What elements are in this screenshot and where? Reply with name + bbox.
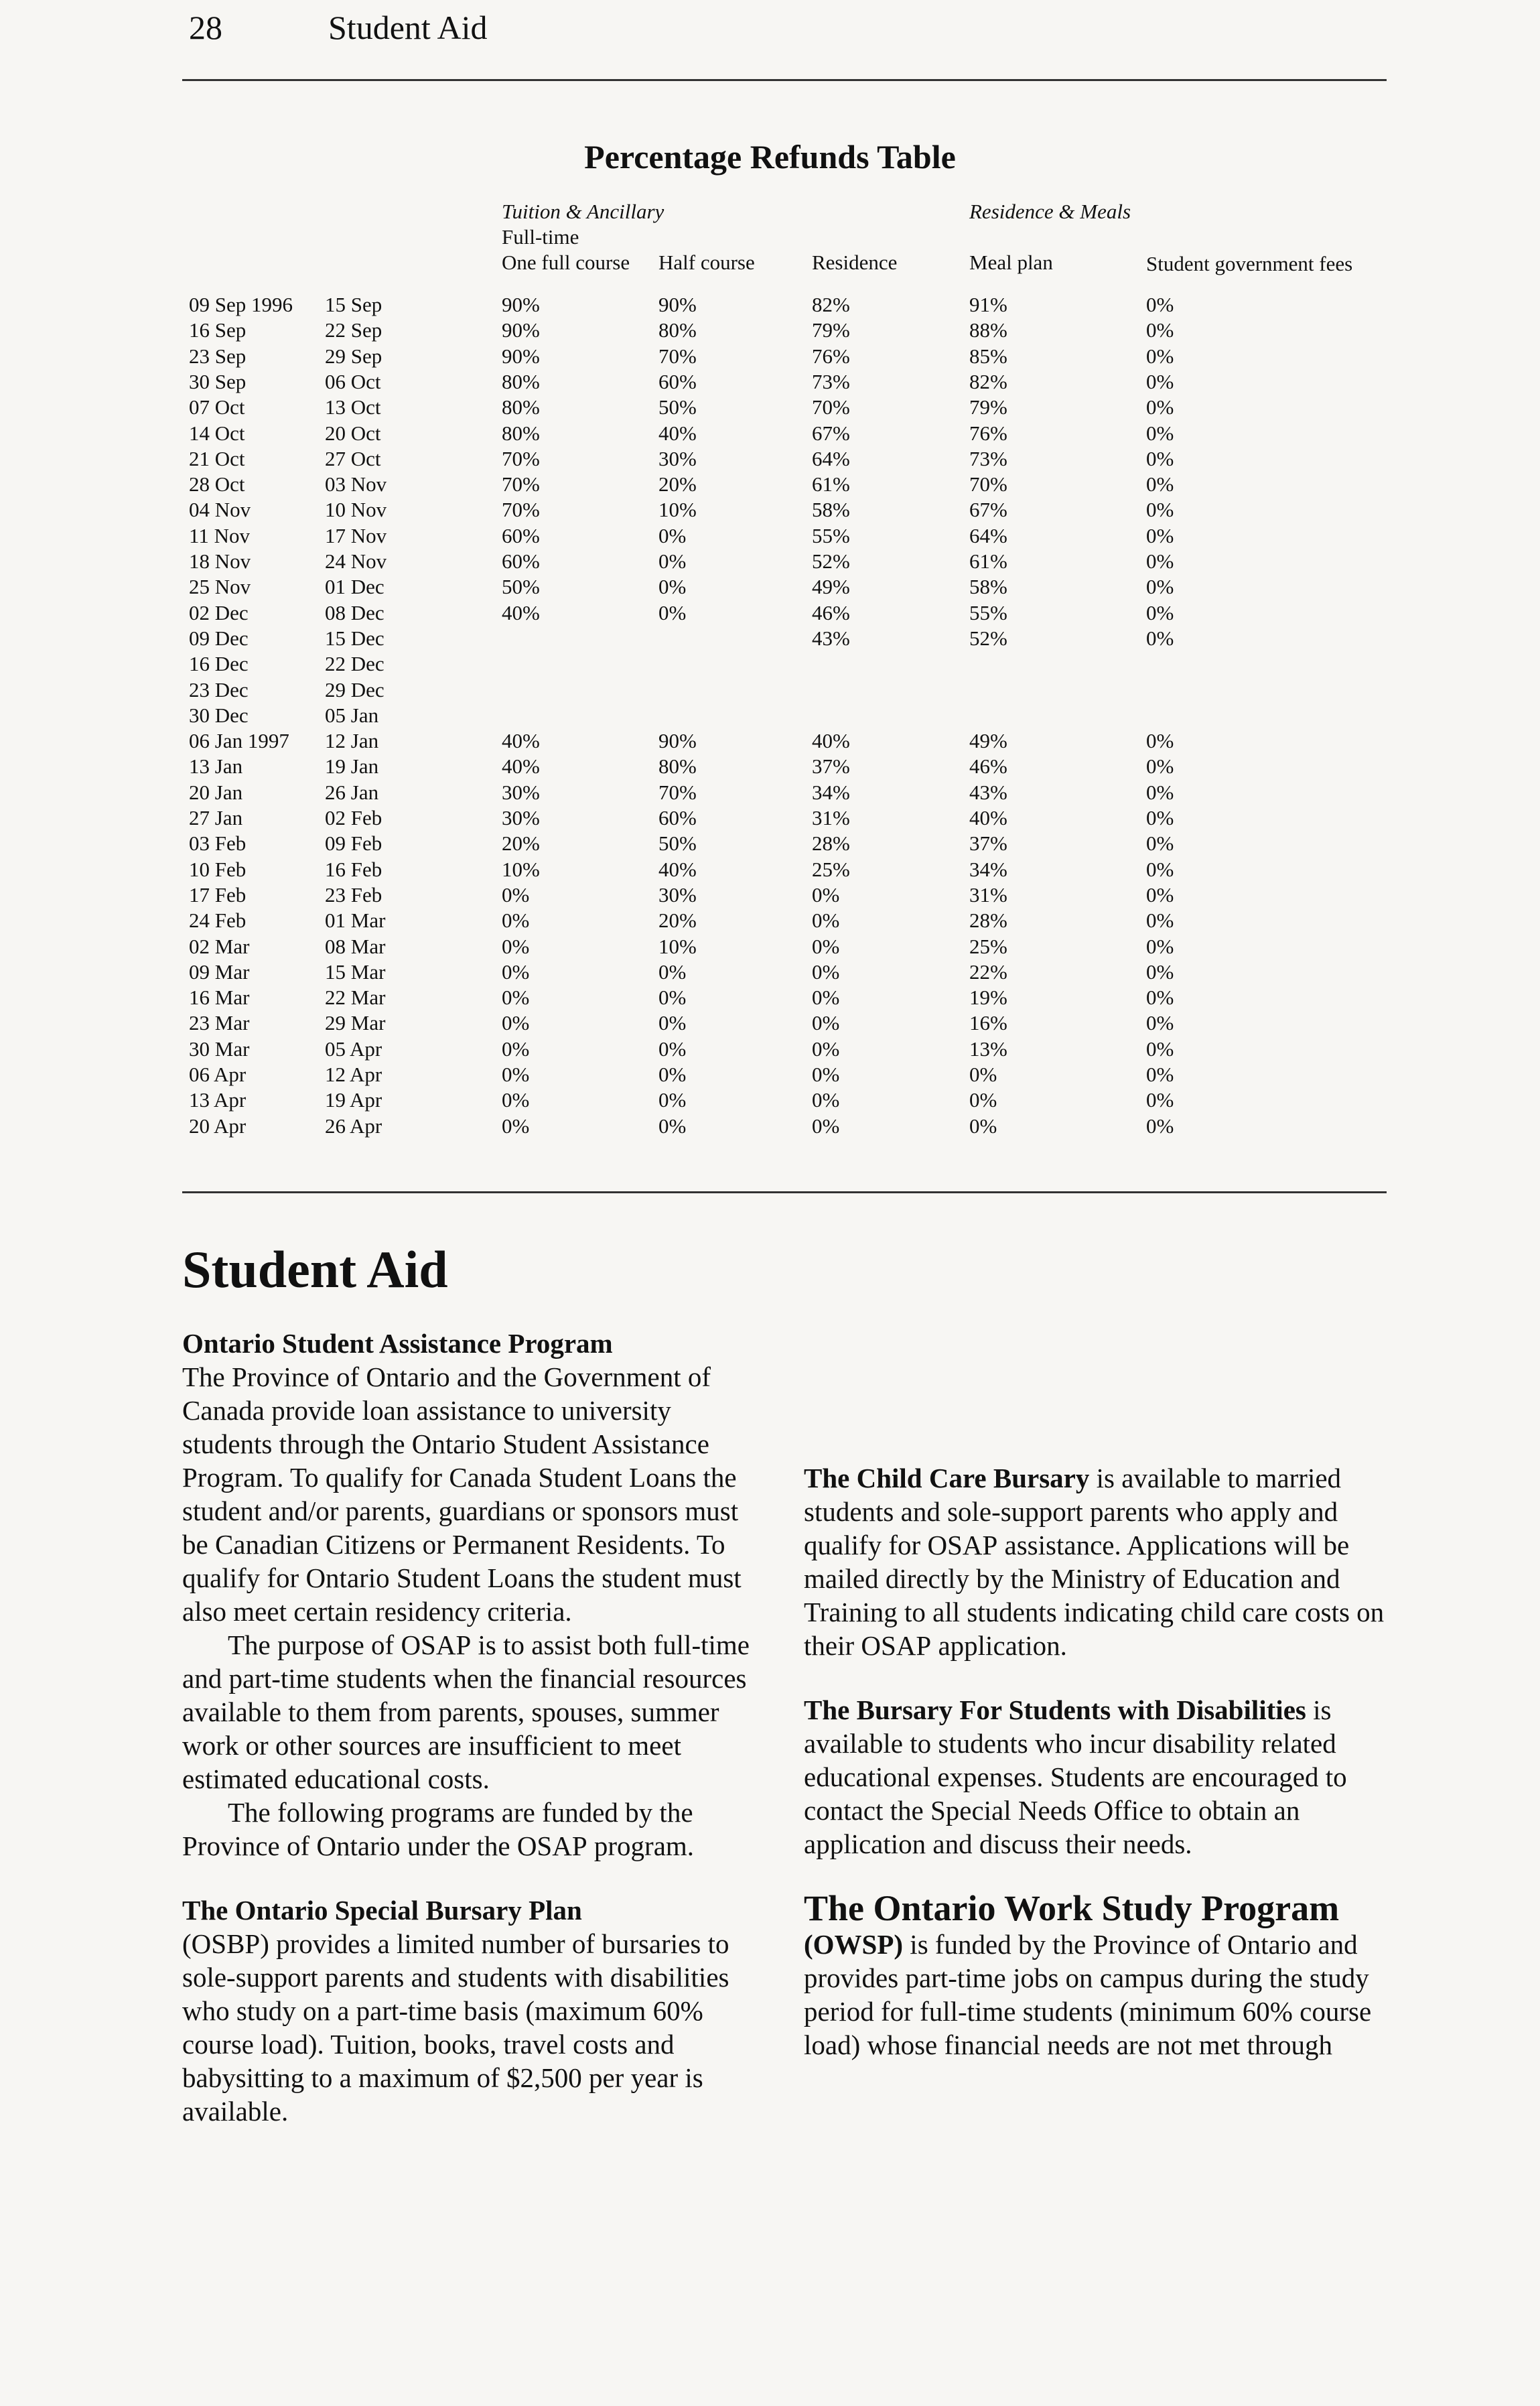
cell-half-course: 80% <box>658 754 697 779</box>
cell-start-date: 25 Nov <box>189 575 251 599</box>
cell-residence: 0% <box>812 909 840 933</box>
cell-meal-plan: 88% <box>969 318 1007 342</box>
cell-end-date: 01 Mar <box>325 909 386 933</box>
osbp-heading: The Ontario Special Bursary Plan <box>182 1895 582 1926</box>
cell-meal-plan: 91% <box>969 293 1007 316</box>
cell-half-course: 70% <box>658 780 697 804</box>
cell-end-date: 17 Nov <box>325 523 387 547</box>
cell-full-course: 90% <box>502 344 540 368</box>
cell-full-course: 40% <box>502 754 540 779</box>
cell-end-date: 05 Apr <box>325 1037 382 1061</box>
cell-full-course: 0% <box>502 1063 530 1086</box>
cell-student-gov-fees: 0% <box>1146 575 1174 599</box>
cell-student-gov-fees: 0% <box>1146 626 1174 650</box>
cell-residence: 0% <box>812 1037 840 1061</box>
cell-half-course: 0% <box>658 1088 687 1112</box>
osbp-paragraph: The Ontario Special Bursary Plan (OSBP) provides a limited number of bursaries to sole-support parents and students with disabilities who study on a part-time basis (maximum 60% course load). Tuition, books, travel costs and babysitting to a maximum of $2,500 per year is available. <box>182 1895 729 2127</box>
cell-end-date: 29 Dec <box>325 677 384 701</box>
cell-full-course: 80% <box>502 369 540 393</box>
bsd-heading: The Bursary For Students with Disabilities <box>804 1694 1306 1725</box>
cell-student-gov-fees: 0% <box>1146 1063 1174 1086</box>
cell-residence: 25% <box>812 857 850 881</box>
cell-half-course: 80% <box>658 318 697 342</box>
cell-full-course: 80% <box>502 421 540 445</box>
bsd-paragraph: The Bursary For Students with Disabilities is available to students who incur disability related educational expenses. Students are encouraged to contact the Special Needs Office to obtain an application and discuss their needs. <box>804 1694 1347 1859</box>
cell-meal-plan: 49% <box>969 729 1007 753</box>
cell-start-date: 30 Dec <box>189 703 249 727</box>
cell-residence: 64% <box>812 446 850 470</box>
cell-residence: 58% <box>812 498 850 522</box>
running-title: Student Aid <box>328 9 488 46</box>
cell-student-gov-fees: 0% <box>1146 293 1174 316</box>
cell-student-gov-fees: 0% <box>1146 600 1174 624</box>
cell-end-date: 02 Feb <box>325 806 382 829</box>
cell-start-date: 09 Dec <box>189 626 249 650</box>
cell-start-date: 02 Mar <box>189 934 250 958</box>
cell-residence: 40% <box>812 729 850 753</box>
cell-start-date: 20 Apr <box>189 1114 247 1138</box>
osap-paragraph-2: The purpose of OSAP is to assist both full-time and part-time students when the financial resources available to them from parents, spouses, summer work or other sources are insufficient to meet estimated educational costs. <box>182 1629 750 1794</box>
cell-end-date: 08 Dec <box>325 600 384 624</box>
cell-end-date: 13 Oct <box>325 395 381 419</box>
cell-half-course: 0% <box>658 1011 687 1035</box>
cell-end-date: 22 Mar <box>325 986 386 1010</box>
cell-end-date: 20 Oct <box>325 421 381 445</box>
cell-student-gov-fees: 0% <box>1146 523 1174 547</box>
cell-end-date: 05 Jan <box>325 703 379 727</box>
cell-residence: 0% <box>812 934 840 958</box>
article-column-right <box>804 1252 1393 2062</box>
cell-residence: 70% <box>812 395 850 419</box>
cell-residence: 31% <box>812 806 850 829</box>
cell-student-gov-fees: 0% <box>1146 549 1174 573</box>
cell-meal-plan: 52% <box>969 626 1007 650</box>
cell-start-date: 23 Dec <box>189 677 249 701</box>
cell-end-date: 15 Mar <box>325 959 386 984</box>
cell-student-gov-fees: 0% <box>1146 986 1174 1010</box>
table-title: Percentage Refunds Table <box>584 138 956 176</box>
section-rule <box>182 1191 1387 1193</box>
cell-residence: 55% <box>812 523 850 547</box>
cell-start-date: 16 Sep <box>189 318 247 342</box>
cell-student-gov-fees: 0% <box>1146 1011 1174 1035</box>
cell-end-date: 19 Jan <box>325 754 379 779</box>
cell-end-date: 12 Apr <box>325 1063 382 1086</box>
cell-meal-plan: 37% <box>969 831 1007 856</box>
cell-start-date: 17 Feb <box>189 882 247 907</box>
cell-meal-plan: 82% <box>969 369 1007 393</box>
cell-half-course: 30% <box>658 882 697 907</box>
cell-full-course: 40% <box>502 729 540 753</box>
cell-end-date: 12 Jan <box>325 729 379 753</box>
cell-student-gov-fees: 0% <box>1146 831 1174 856</box>
cell-start-date: 23 Sep <box>189 344 247 368</box>
cell-student-gov-fees: 0% <box>1146 959 1174 984</box>
cell-meal-plan: 25% <box>969 934 1007 958</box>
cell-full-course: 60% <box>502 523 540 547</box>
cell-end-date: 24 Nov <box>325 549 387 573</box>
cell-half-course: 10% <box>658 934 697 958</box>
cell-end-date: 10 Nov <box>325 498 387 522</box>
cell-end-date: 08 Mar <box>325 934 386 958</box>
cell-full-course: 0% <box>502 909 530 933</box>
cell-full-course: 30% <box>502 780 540 804</box>
cell-half-course: 20% <box>658 472 697 496</box>
cell-end-date: 27 Oct <box>325 446 381 470</box>
cell-meal-plan: 58% <box>969 575 1007 599</box>
cell-meal-plan: 0% <box>969 1088 997 1112</box>
cell-meal-plan: 13% <box>969 1037 1007 1061</box>
cell-full-course: 70% <box>502 498 540 522</box>
cell-start-date: 03 Feb <box>189 831 247 856</box>
cell-end-date: 26 Jan <box>325 780 379 804</box>
cell-meal-plan: 85% <box>969 344 1007 368</box>
cell-full-course: 70% <box>502 446 540 470</box>
cell-residence: 37% <box>812 754 850 779</box>
cell-student-gov-fees: 0% <box>1146 395 1174 419</box>
cell-student-gov-fees: 0% <box>1146 344 1174 368</box>
cell-end-date: 01 Dec <box>325 575 384 599</box>
cell-meal-plan: 16% <box>969 1011 1007 1035</box>
cell-start-date: 06 Apr <box>189 1063 247 1086</box>
cell-full-course: 80% <box>502 395 540 419</box>
cell-residence: 46% <box>812 600 850 624</box>
cell-half-course: 30% <box>658 446 697 470</box>
cell-residence: 79% <box>812 318 850 342</box>
owsp-heading: The Ontario Work Study Program <box>804 1888 1340 1928</box>
cell-residence: 0% <box>812 882 840 907</box>
cell-half-course: 0% <box>658 986 687 1010</box>
owsp-paragraph: The Ontario Work Study Program (OWSP) is funded by the Province of Ontario and provides part-time jobs on campus during the study period for full-time students (minimum 60% course load) whose financial needs are not met through <box>804 1888 1372 2060</box>
article-column-left <box>182 1327 758 2128</box>
cell-residence: 34% <box>812 780 850 804</box>
cell-meal-plan: 0% <box>969 1114 997 1138</box>
page-number: 28 <box>189 9 222 46</box>
cell-end-date: 29 Sep <box>325 344 382 368</box>
cell-start-date: 21 Oct <box>189 446 245 470</box>
cell-start-date: 28 Oct <box>189 472 245 496</box>
cell-start-date: 07 Oct <box>189 395 245 419</box>
cell-full-course: 60% <box>502 549 540 573</box>
cell-student-gov-fees: 0% <box>1146 446 1174 470</box>
cell-full-course: 0% <box>502 986 530 1010</box>
cell-end-date: 22 Sep <box>325 318 382 342</box>
cell-half-course: 20% <box>658 909 697 933</box>
cell-residence: 0% <box>812 986 840 1010</box>
cell-start-date: 10 Feb <box>189 857 247 881</box>
cell-half-course: 70% <box>658 344 697 368</box>
page-header <box>189 8 488 47</box>
cell-half-course: 50% <box>658 831 697 856</box>
cell-residence: 82% <box>812 293 850 316</box>
cell-meal-plan: 43% <box>969 780 1007 804</box>
cell-half-course: 0% <box>658 600 687 624</box>
cell-student-gov-fees: 0% <box>1146 318 1174 342</box>
cell-start-date: 27 Jan <box>189 806 243 829</box>
cell-residence: 28% <box>812 831 850 856</box>
cell-start-date: 09 Sep 1996 <box>189 293 293 316</box>
cell-meal-plan: 28% <box>969 909 1007 933</box>
cell-residence: 0% <box>812 1063 840 1086</box>
cell-end-date: 06 Oct <box>325 369 381 393</box>
cell-meal-plan: 70% <box>969 472 1007 496</box>
cell-start-date: 14 Oct <box>189 421 245 445</box>
cell-full-course: 0% <box>502 1088 530 1112</box>
cell-end-date: 19 Apr <box>325 1088 382 1112</box>
cell-start-date: 09 Mar <box>189 959 250 984</box>
cell-start-date: 24 Feb <box>189 909 247 933</box>
cell-student-gov-fees: 0% <box>1146 472 1174 496</box>
cell-end-date: 22 Dec <box>325 652 384 676</box>
osap-paragraph-1: The Province of Ontario and the Government of Canada provide loan assistance to university students through the Ontario Student Assistance Program. To qualify for Canada Student Loans the student and/or parents, guardians or sponsors must be Canadian Citizens or Permanent Residents. To qualify for Ontario Student Loans the student must also meet certain residency criteria. <box>182 1361 742 1627</box>
cell-start-date: 30 Mar <box>189 1037 250 1061</box>
cell-full-course: 30% <box>502 806 540 829</box>
cell-residence: 49% <box>812 575 850 599</box>
cell-full-course: 90% <box>502 318 540 342</box>
cell-half-course: 0% <box>658 1114 687 1138</box>
cell-residence: 43% <box>812 626 850 650</box>
cell-residence: 67% <box>812 421 850 445</box>
cell-full-course: 40% <box>502 600 540 624</box>
col-header-full-course: One full course <box>502 251 630 274</box>
cell-start-date: 18 Nov <box>189 549 251 573</box>
cell-half-course: 10% <box>658 498 697 522</box>
group-tuition: Tuition & Ancillary <box>502 200 664 223</box>
cell-student-gov-fees: 0% <box>1146 369 1174 393</box>
cell-meal-plan: 31% <box>969 882 1007 907</box>
cell-residence: 0% <box>812 1088 840 1112</box>
cell-residence: 0% <box>812 959 840 984</box>
cell-full-course: 10% <box>502 857 540 881</box>
cell-start-date: 02 Dec <box>189 600 249 624</box>
cell-end-date: 15 Sep <box>325 293 382 316</box>
section-title: Student Aid <box>182 1240 448 1298</box>
cell-residence: 61% <box>812 472 850 496</box>
cell-student-gov-fees: 0% <box>1146 498 1174 522</box>
col-header-residence: Residence <box>812 251 898 274</box>
group-fulltime: Full-time <box>502 225 579 249</box>
ccb-heading: The Child Care Bursary <box>804 1463 1090 1493</box>
cell-half-course: 0% <box>658 1037 687 1061</box>
cell-half-course: 0% <box>658 575 687 599</box>
cell-full-course: 0% <box>502 882 530 907</box>
cell-residence: 0% <box>812 1114 840 1138</box>
cell-end-date: 26 Apr <box>325 1114 382 1138</box>
cell-meal-plan: 0% <box>969 1063 997 1086</box>
group-residence-meals: Residence & Meals <box>969 200 1131 223</box>
cell-start-date: 30 Sep <box>189 369 247 393</box>
cell-start-date: 23 Mar <box>189 1011 250 1035</box>
cell-meal-plan: 67% <box>969 498 1007 522</box>
cell-start-date: 13 Apr <box>189 1088 247 1112</box>
cell-meal-plan: 79% <box>969 395 1007 419</box>
cell-student-gov-fees: 0% <box>1146 1114 1174 1138</box>
cell-full-course: 0% <box>502 959 530 984</box>
cell-student-gov-fees: 0% <box>1146 729 1174 753</box>
cell-end-date: 29 Mar <box>325 1011 386 1035</box>
cell-start-date: 13 Jan <box>189 754 243 779</box>
cell-start-date: 06 Jan 1997 <box>189 729 289 753</box>
ccb-paragraph-main: The Child Care Bursary is available to married students and sole-support parents who apply and qualify for OSAP assistance. Applications will be mailed directly by the Ministry of Education and Training to all students indicating child care costs on their OSAP application. <box>804 1463 1385 1661</box>
cell-start-date: 20 Jan <box>189 780 243 804</box>
cell-student-gov-fees: 0% <box>1146 806 1174 829</box>
cell-half-course: 0% <box>658 1063 687 1086</box>
cell-meal-plan: 73% <box>969 446 1007 470</box>
cell-student-gov-fees: 0% <box>1146 780 1174 804</box>
header-rule <box>182 79 1387 81</box>
cell-residence: 52% <box>812 549 850 573</box>
cell-full-course: 0% <box>502 1011 530 1035</box>
cell-end-date: 03 Nov <box>325 472 387 496</box>
cell-student-gov-fees: 0% <box>1146 934 1174 958</box>
cell-meal-plan: 55% <box>969 600 1007 624</box>
cell-end-date: 09 Feb <box>325 831 382 856</box>
cell-half-course: 0% <box>658 549 687 573</box>
cell-meal-plan: 40% <box>969 806 1007 829</box>
cell-half-course: 40% <box>658 857 697 881</box>
cell-student-gov-fees: 0% <box>1146 882 1174 907</box>
cell-student-gov-fees: 0% <box>1146 1037 1174 1061</box>
osap-heading: Ontario Student Assistance Program <box>182 1328 613 1359</box>
col-header-meal-plan: Meal plan <box>969 251 1053 274</box>
cell-full-course: 0% <box>502 1037 530 1061</box>
cell-end-date: 16 Feb <box>325 857 382 881</box>
cell-meal-plan: 34% <box>969 857 1007 881</box>
cell-end-date: 15 Dec <box>325 626 384 650</box>
cell-meal-plan: 76% <box>969 421 1007 445</box>
cell-half-course: 60% <box>658 369 697 393</box>
cell-full-course: 50% <box>502 575 540 599</box>
cell-student-gov-fees: 0% <box>1146 421 1174 445</box>
cell-student-gov-fees: 0% <box>1146 754 1174 779</box>
cell-half-course: 0% <box>658 523 687 547</box>
cell-residence: 76% <box>812 344 850 368</box>
cell-start-date: 11 Nov <box>189 523 250 547</box>
cell-start-date: 16 Dec <box>189 652 249 676</box>
cell-full-course: 0% <box>502 934 530 958</box>
cell-meal-plan: 61% <box>969 549 1007 573</box>
cell-meal-plan: 46% <box>969 754 1007 779</box>
cell-start-date: 16 Mar <box>189 986 250 1010</box>
cell-full-course: 70% <box>502 472 540 496</box>
cell-residence: 0% <box>812 1011 840 1035</box>
cell-meal-plan: 19% <box>969 986 1007 1010</box>
col-header-half-course: Half course <box>658 251 755 274</box>
cell-meal-plan: 64% <box>969 523 1007 547</box>
cell-end-date: 23 Feb <box>325 882 382 907</box>
cell-half-course: 60% <box>658 806 697 829</box>
cell-half-course: 50% <box>658 395 697 419</box>
cell-start-date: 04 Nov <box>189 498 251 522</box>
cell-student-gov-fees: 0% <box>1146 909 1174 933</box>
cell-full-course: 20% <box>502 831 540 856</box>
cell-student-gov-fees: 0% <box>1146 857 1174 881</box>
cell-half-course: 90% <box>658 729 697 753</box>
cell-full-course: 0% <box>502 1114 530 1138</box>
cell-residence: 73% <box>812 369 850 393</box>
col-header-student-gov-fees: Student government fees <box>1146 252 1353 275</box>
cell-meal-plan: 22% <box>969 959 1007 984</box>
osap-paragraph-3: The following programs are funded by the Province of Ontario under the OSAP program. <box>182 1797 695 1861</box>
cell-full-course: 90% <box>502 293 540 316</box>
cell-half-course: 90% <box>658 293 697 316</box>
cell-student-gov-fees: 0% <box>1146 1088 1174 1112</box>
cell-half-course: 0% <box>658 959 687 984</box>
cell-half-course: 40% <box>658 421 697 445</box>
